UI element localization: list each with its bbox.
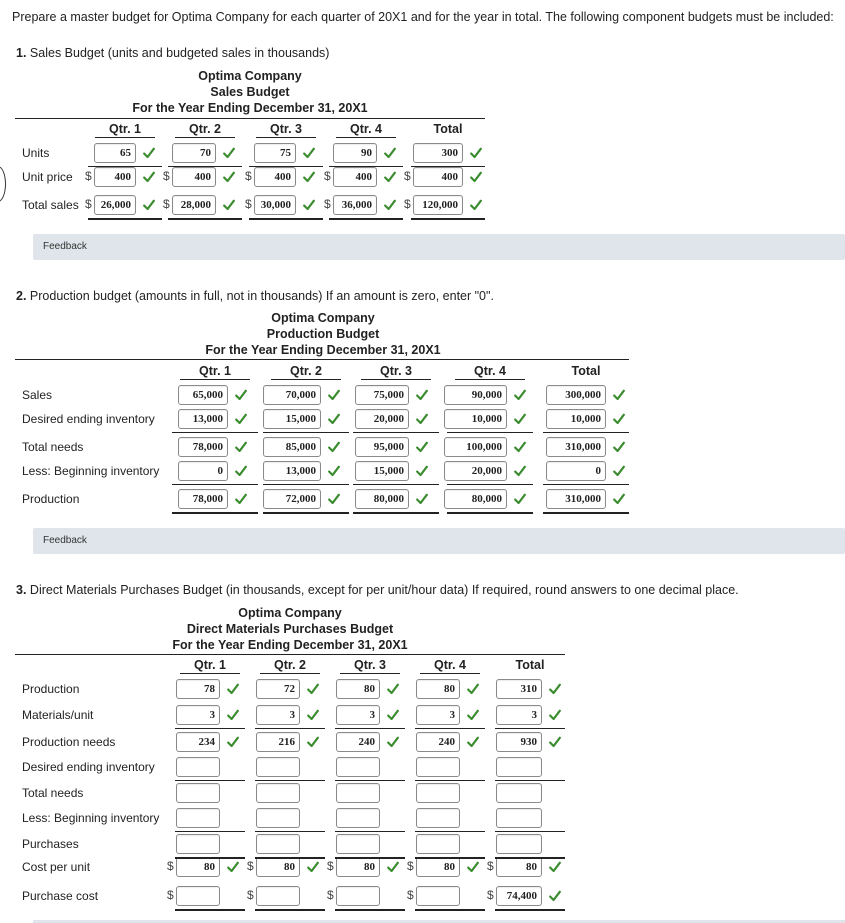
check-icon <box>235 441 247 453</box>
check-icon <box>235 465 247 477</box>
sales-col-header-4: Qtr. 4 <box>336 122 396 138</box>
sales-input-r2-c3[interactable]: 400 <box>254 167 296 187</box>
materials-input-r7-c2[interactable] <box>256 834 300 854</box>
sales-dollar-sign: $ <box>163 197 170 211</box>
materials-input-r7-c1[interactable] <box>176 834 220 854</box>
check-icon <box>467 683 479 695</box>
materials-col-header-5: Total <box>515 658 545 672</box>
materials-input-r3-c4[interactable]: 240 <box>416 732 460 752</box>
materials-input-r2-c5[interactable]: 3 <box>496 705 542 725</box>
materials-col-header-1: Qtr. 1 <box>180 658 240 674</box>
materials-total-rule <box>255 728 325 729</box>
production-input-r2-c4[interactable]: 10,000 <box>444 409 507 429</box>
materials-dollar-sign: $ <box>247 859 254 873</box>
check-icon <box>613 441 625 453</box>
materials-dollar-sign: $ <box>487 888 494 902</box>
sales-col-header-5: Total <box>433 122 463 136</box>
check-icon <box>227 736 239 748</box>
sales-dollar-sign: $ <box>404 197 411 211</box>
materials-total-rule <box>495 857 565 859</box>
production-input-r4-c2[interactable]: 13,000 <box>263 461 321 481</box>
materials-total-rule <box>335 728 405 729</box>
sales-dollar-sign: $ <box>85 197 92 211</box>
production-total-rule <box>172 512 258 514</box>
production-input-r4-c1[interactable]: 0 <box>178 461 228 481</box>
sales-input-r1-c4[interactable]: 90 <box>333 143 377 163</box>
production-col-header-1: Qtr. 1 <box>180 364 250 380</box>
materials-input-r2-c3[interactable]: 3 <box>336 705 380 725</box>
sales-dollar-sign: $ <box>163 169 170 183</box>
check-icon <box>307 709 319 721</box>
production-header-rule <box>15 359 629 360</box>
materials-col-header-3: Qtr. 3 <box>340 658 400 674</box>
materials-input-r5-c1[interactable] <box>176 783 220 803</box>
production-period: For the Year Ending December 31, 20X1 <box>205 343 441 357</box>
materials-total-rule <box>175 831 245 832</box>
sales-input-r3-c2[interactable]: 28,000 <box>172 195 216 215</box>
materials-row-label-5: Total needs <box>22 786 84 800</box>
sales-budget-title <box>16 46 329 60</box>
production-total-rule <box>172 432 258 433</box>
production-company-name: Optima Company <box>271 311 375 325</box>
production-input-r1-c2[interactable]: 70,000 <box>263 385 321 405</box>
materials-header-rule <box>15 654 565 655</box>
sales-input-r2-c1[interactable]: 400 <box>94 167 136 187</box>
production-input-r2-c5[interactable]: 10,000 <box>546 409 606 429</box>
sales-input-r2-c4[interactable]: 400 <box>333 167 377 187</box>
sales-dollar-sign: $ <box>85 169 92 183</box>
materials-input-r9-c4[interactable] <box>416 886 460 906</box>
check-icon <box>387 683 399 695</box>
production-input-r4-c4[interactable]: 20,000 <box>444 461 507 481</box>
production-col-header-4: Qtr. 4 <box>455 364 525 380</box>
check-icon <box>416 493 428 505</box>
production-total-rule <box>353 512 439 514</box>
materials-input-r8-c5[interactable]: 80 <box>496 857 542 877</box>
check-icon <box>549 736 561 748</box>
sales-total-rule <box>411 218 485 220</box>
materials-input-r8-c4[interactable]: 80 <box>416 857 460 877</box>
check-icon <box>387 736 399 748</box>
materials-col-header-4: Qtr. 4 <box>420 658 480 674</box>
materials-input-r3-c2[interactable]: 216 <box>256 732 300 752</box>
materials-budget-instructions: Direct Materials Purchases Budget (in thousands, except for per unit/hour data) If required, round answers to one decimal place. <box>29 583 739 597</box>
production-input-r3-c3[interactable]: 95,000 <box>355 437 409 457</box>
materials-input-r6-c1[interactable] <box>176 808 220 828</box>
check-icon <box>227 709 239 721</box>
materials-input-r5-c3[interactable] <box>336 783 380 803</box>
production-budget-name: Production Budget <box>266 327 380 341</box>
materials-total-rule <box>495 831 565 832</box>
production-total-rule <box>447 484 533 485</box>
materials-dollar-sign: $ <box>407 859 414 873</box>
sales-total-rule <box>88 166 162 167</box>
production-input-r3-c1[interactable]: 78,000 <box>178 437 228 457</box>
materials-total-rule <box>415 728 485 729</box>
materials-total-rule <box>255 909 325 911</box>
production-row-label-4: Less: Beginning inventory <box>22 464 160 478</box>
materials-row-label-9: Purchase cost <box>22 889 99 903</box>
materials-input-r8-c2[interactable]: 80 <box>256 857 300 877</box>
materials-input-r9-c3[interactable] <box>336 886 380 906</box>
sales-dollar-sign: $ <box>324 197 331 211</box>
check-icon <box>328 441 340 453</box>
materials-input-r1-c2[interactable]: 72 <box>256 679 300 699</box>
materials-total-rule <box>415 831 485 832</box>
materials-total-rule <box>255 857 325 859</box>
production-input-r1-c3[interactable]: 75,000 <box>355 385 409 405</box>
sales-input-r3-c5[interactable]: 120,000 <box>413 195 463 215</box>
sales-input-r1-c2[interactable]: 70 <box>172 143 216 163</box>
production-row-label-2: Desired ending inventory <box>22 412 155 426</box>
sales-total-rule <box>168 166 242 167</box>
production-input-r4-c3[interactable]: 15,000 <box>355 461 409 481</box>
production-input-r2-c3[interactable]: 20,000 <box>355 409 409 429</box>
materials-dollar-sign: $ <box>167 859 174 873</box>
materials-input-r8-c1[interactable]: 80 <box>176 857 220 877</box>
check-icon <box>384 171 396 183</box>
materials-input-r4-c5[interactable] <box>496 757 542 777</box>
materials-input-r7-c5[interactable] <box>496 834 542 854</box>
production-input-r3-c4[interactable]: 100,000 <box>444 437 507 457</box>
sales-budget-instructions: Sales Budget (units and budgeted sales in thousands) <box>29 46 330 60</box>
check-icon <box>328 493 340 505</box>
materials-input-r7-c3[interactable] <box>336 834 380 854</box>
materials-period: For the Year Ending December 31, 20X1 <box>172 638 408 652</box>
instructions-text: Prepare a master budget for Optima Company for each quarter of 20X1 and for the year in total. The following component budgets must be included: <box>12 10 834 24</box>
materials-input-r5-c4[interactable] <box>416 783 460 803</box>
production-total-rule <box>447 512 533 514</box>
production-total-rule <box>263 432 349 433</box>
materials-total-rule <box>335 780 405 781</box>
production-input-r3-c2[interactable]: 85,000 <box>263 437 321 457</box>
materials-dollar-sign: $ <box>167 888 174 902</box>
sales-dollar-sign: $ <box>245 169 252 183</box>
check-icon <box>470 199 482 211</box>
production-total-rule <box>263 512 349 514</box>
materials-input-r3-c1[interactable]: 234 <box>176 732 220 752</box>
check-icon <box>467 709 479 721</box>
materials-input-r3-c3[interactable]: 240 <box>336 732 380 752</box>
check-icon <box>235 413 247 425</box>
check-icon <box>387 861 399 873</box>
production-input-r5-c4[interactable]: 80,000 <box>444 489 507 509</box>
sales-total-rule <box>329 218 403 220</box>
production-input-r2-c1[interactable]: 13,000 <box>178 409 228 429</box>
materials-total-rule <box>495 780 565 781</box>
materials-budget-name: Direct Materials Purchases Budget <box>186 622 394 636</box>
production-total-rule <box>543 484 629 485</box>
materials-input-r1-c1[interactable]: 78 <box>176 679 220 699</box>
materials-total-rule <box>175 909 245 911</box>
sales-total-rule <box>249 166 323 167</box>
check-icon <box>416 389 428 401</box>
materials-dollar-sign: $ <box>327 888 334 902</box>
materials-row-label-1: Production <box>22 682 80 696</box>
materials-input-r6-c4[interactable] <box>416 808 460 828</box>
materials-company-name: Optima Company <box>238 606 342 620</box>
materials-dollar-sign: $ <box>487 859 494 873</box>
sales-total-rule <box>168 218 242 220</box>
check-icon <box>328 465 340 477</box>
materials-row-label-6: Less: Beginning inventory <box>22 811 160 825</box>
materials-row-label-7: Purchases <box>22 837 79 851</box>
production-budget-number: 2. <box>16 289 27 303</box>
production-total-rule <box>353 432 439 433</box>
sales-col-header-1: Qtr. 1 <box>95 122 155 138</box>
production-budget-title <box>16 289 494 303</box>
materials-input-r2-c2[interactable]: 3 <box>256 705 300 725</box>
check-icon <box>613 389 625 401</box>
sales-row-label-2: Unit price <box>22 170 73 184</box>
materials-input-r7-c4[interactable] <box>416 834 460 854</box>
check-icon <box>467 736 479 748</box>
production-input-r5-c2[interactable]: 72,000 <box>263 489 321 509</box>
sales-input-r3-c4[interactable]: 36,000 <box>333 195 377 215</box>
check-icon <box>613 493 625 505</box>
sales-company-name: Optima Company <box>198 69 302 83</box>
check-icon <box>416 441 428 453</box>
materials-row-label-3: Production needs <box>22 735 116 749</box>
materials-total-rule <box>175 857 245 859</box>
materials-total-rule <box>335 909 405 911</box>
check-icon <box>549 890 561 902</box>
materials-input-r2-c1[interactable]: 3 <box>176 705 220 725</box>
production-col-header-3: Qtr. 3 <box>361 364 431 380</box>
materials-total-rule <box>415 780 485 781</box>
check-icon <box>235 389 247 401</box>
production-row-label-1: Sales <box>22 388 53 402</box>
check-icon <box>384 199 396 211</box>
sales-dollar-sign: $ <box>324 169 331 183</box>
materials-input-r4-c2[interactable] <box>256 757 300 777</box>
materials-dollar-sign: $ <box>407 888 414 902</box>
production-input-r4-c5[interactable]: 0 <box>546 461 606 481</box>
sales-budget-number: 1. <box>16 46 27 60</box>
materials-input-r5-c2[interactable] <box>256 783 300 803</box>
production-total-rule <box>543 512 629 514</box>
sales-dollar-sign: $ <box>404 169 411 183</box>
check-icon <box>303 147 315 159</box>
materials-input-r8-c3[interactable]: 80 <box>336 857 380 877</box>
materials-total-rule <box>255 831 325 832</box>
sales-total-rule <box>88 218 162 220</box>
production-input-r5-c1[interactable]: 78,000 <box>178 489 228 509</box>
materials-budget-title <box>16 583 739 597</box>
check-icon <box>514 465 526 477</box>
materials-total-rule <box>415 857 485 859</box>
check-icon <box>613 465 625 477</box>
production-col-header-5: Total <box>571 364 601 378</box>
sales-header-rule <box>15 118 485 119</box>
materials-total-rule <box>495 909 565 911</box>
check-icon <box>416 413 428 425</box>
production-input-r1-c5[interactable]: 300,000 <box>546 385 606 405</box>
check-icon <box>223 199 235 211</box>
check-icon <box>227 683 239 695</box>
check-icon <box>384 147 396 159</box>
check-icon <box>514 413 526 425</box>
production-input-r5-c5[interactable]: 310,000 <box>546 489 606 509</box>
check-icon <box>470 171 482 183</box>
left-edge-marker <box>0 166 6 202</box>
check-icon <box>416 465 428 477</box>
materials-input-r1-c3[interactable]: 80 <box>336 679 380 699</box>
production-total-rule <box>543 432 629 433</box>
sales-period: For the Year Ending December 31, 20X1 <box>132 101 368 115</box>
production-input-r3-c5[interactable]: 310,000 <box>546 437 606 457</box>
check-icon <box>307 683 319 695</box>
sales-row-label-1: Units <box>22 146 50 160</box>
production-total-rule <box>172 484 258 485</box>
sales-feedback-label: Feedback <box>43 241 87 252</box>
materials-input-r2-c4[interactable]: 3 <box>416 705 460 725</box>
sales-budget-name: Sales Budget <box>210 85 290 99</box>
materials-input-r6-c3[interactable] <box>336 808 380 828</box>
production-total-rule <box>353 484 439 485</box>
materials-input-r9-c5[interactable]: 74,400 <box>496 886 542 906</box>
sales-col-header-2: Qtr. 2 <box>175 122 235 138</box>
check-icon <box>467 861 479 873</box>
materials-total-rule <box>175 780 245 781</box>
check-icon <box>549 861 561 873</box>
sales-dollar-sign: $ <box>245 197 252 211</box>
sales-total-rule <box>411 166 485 167</box>
materials-row-label-8: Cost per unit <box>22 860 91 874</box>
materials-input-r1-c4[interactable]: 80 <box>416 679 460 699</box>
check-icon <box>387 709 399 721</box>
check-icon <box>549 709 561 721</box>
production-row-label-3: Total needs <box>22 440 84 454</box>
production-total-rule <box>263 484 349 485</box>
materials-total-rule <box>335 857 405 859</box>
production-total-rule <box>447 432 533 433</box>
production-input-r1-c1[interactable]: 65,000 <box>178 385 228 405</box>
production-input-r5-c3[interactable]: 80,000 <box>355 489 409 509</box>
production-input-r1-c4[interactable]: 90,000 <box>444 385 507 405</box>
check-icon <box>223 147 235 159</box>
materials-col-header-2: Qtr. 2 <box>260 658 320 674</box>
production-input-r2-c2[interactable]: 15,000 <box>263 409 321 429</box>
production-feedback-label: Feedback <box>43 535 87 546</box>
materials-total-rule <box>335 831 405 832</box>
materials-budget-number: 3. <box>16 583 27 597</box>
check-icon <box>613 413 625 425</box>
materials-total-rule <box>415 909 485 911</box>
sales-input-r1-c5[interactable]: 300 <box>413 143 463 163</box>
materials-input-r6-c2[interactable] <box>256 808 300 828</box>
check-icon <box>143 147 155 159</box>
check-icon <box>328 389 340 401</box>
sales-input-r3-c1[interactable]: 26,000 <box>94 195 136 215</box>
check-icon <box>143 199 155 211</box>
check-icon <box>514 389 526 401</box>
materials-total-rule <box>175 728 245 729</box>
materials-input-r9-c1[interactable] <box>176 886 220 906</box>
check-icon <box>549 683 561 695</box>
materials-input-r9-c2[interactable] <box>256 886 300 906</box>
check-icon <box>303 199 315 211</box>
sales-input-r1-c3[interactable]: 75 <box>254 143 296 163</box>
production-budget-instructions: Production budget (amounts in full, not in thousands) If an amount is zero, enter "0". <box>29 289 494 303</box>
materials-total-rule <box>495 728 565 729</box>
materials-dollar-sign: $ <box>247 888 254 902</box>
materials-input-r4-c3[interactable] <box>336 757 380 777</box>
check-icon <box>470 147 482 159</box>
check-icon <box>328 413 340 425</box>
check-icon <box>227 861 239 873</box>
materials-input-r3-c5[interactable]: 930 <box>496 732 542 752</box>
sales-input-r2-c2[interactable]: 400 <box>172 167 216 187</box>
sales-input-r2-c5[interactable]: 400 <box>413 167 463 187</box>
check-icon <box>514 441 526 453</box>
check-icon <box>514 493 526 505</box>
sales-col-header-3: Qtr. 3 <box>256 122 316 138</box>
sales-total-rule <box>249 218 323 220</box>
production-feedback-bar[interactable] <box>33 528 845 554</box>
sales-input-r3-c3[interactable]: 30,000 <box>254 195 296 215</box>
sales-total-rule <box>329 166 403 167</box>
materials-input-r6-c5[interactable] <box>496 808 542 828</box>
check-icon <box>143 171 155 183</box>
sales-input-r1-c1[interactable]: 65 <box>94 143 136 163</box>
sales-feedback-bar[interactable] <box>33 234 845 260</box>
check-icon <box>235 493 247 505</box>
materials-dollar-sign: $ <box>327 859 334 873</box>
check-icon <box>223 171 235 183</box>
materials-input-r4-c1[interactable] <box>176 757 220 777</box>
materials-row-label-2: Materials/unit <box>22 708 94 722</box>
materials-input-r5-c5[interactable] <box>496 783 542 803</box>
materials-total-rule <box>255 780 325 781</box>
check-icon <box>307 861 319 873</box>
materials-row-label-4: Desired ending inventory <box>22 760 155 774</box>
sales-row-label-3: Total sales <box>22 198 79 212</box>
materials-input-r4-c4[interactable] <box>416 757 460 777</box>
production-row-label-5: Production <box>22 492 80 506</box>
check-icon <box>307 736 319 748</box>
materials-input-r1-c5[interactable]: 310 <box>496 679 542 699</box>
production-col-header-2: Qtr. 2 <box>271 364 341 380</box>
check-icon <box>303 171 315 183</box>
